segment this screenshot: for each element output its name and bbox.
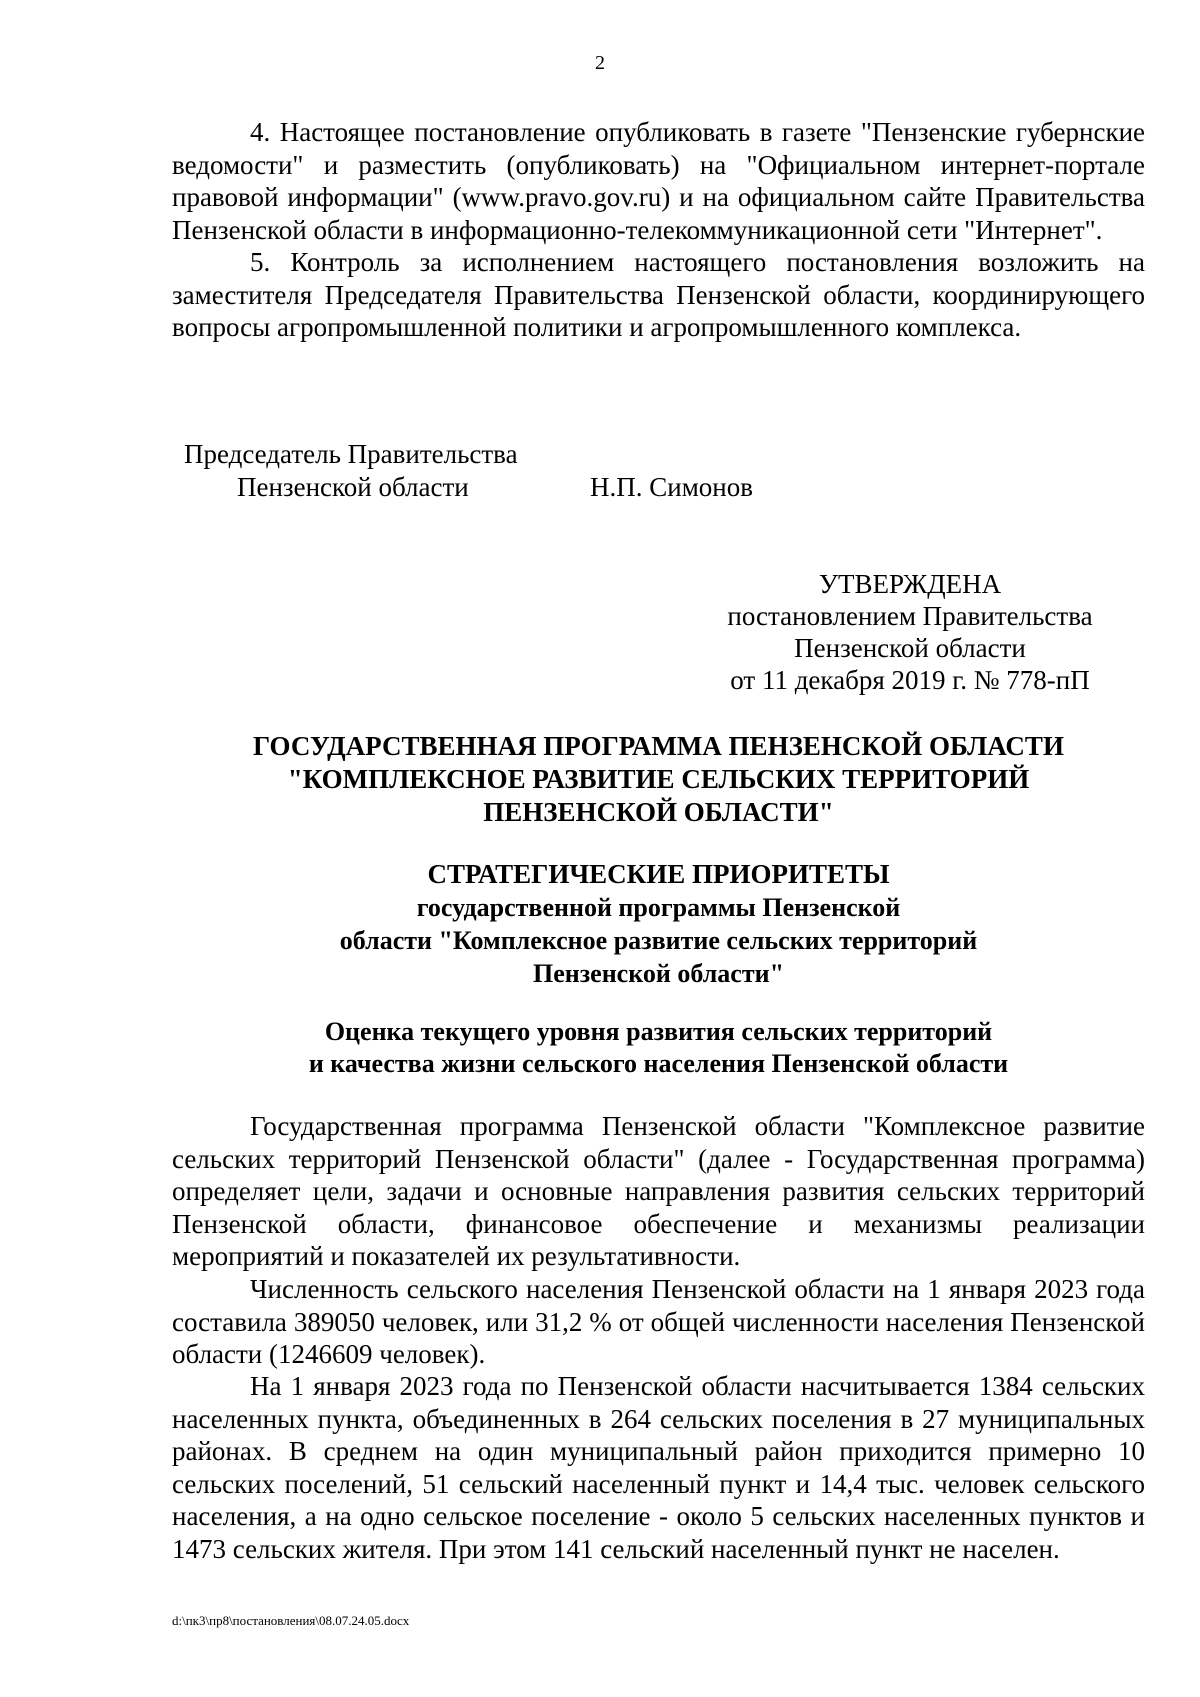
priorities-subtitle-line: Пензенской области" xyxy=(532,959,785,988)
program-title-line: ПЕНЗЕНСКОЙ ОБЛАСТИ" xyxy=(483,797,834,827)
assessment-heading-line: Оценка текущего уровня развития сельских территорий xyxy=(324,1017,993,1046)
approval-label: УТВЕРЖДЕНА xyxy=(818,569,1002,599)
approval-block xyxy=(700,568,1120,696)
assessment-heading-line: и качества жизни сельского населения Пензенской области xyxy=(308,1049,1009,1078)
paragraph-settlements: На 1 января 2023 года по Пензенской области насчитывается 1384 сельских населенных пункта, объединенных в 264 сельских поселения в 27 муниципальных районах. В среднем на один муниципальный район приходится примерно 10 сельских поселений, 51 сельский населенный пункт и 14,4 тыс. человек сельского населения, а на одно сельское поселение - около 5 сельских населенных пунктов и 1473 сельских жителя. При этом 141 сельский населенный пункт не населен. xyxy=(172,1371,1145,1564)
priorities-subtitle-line: области "Комплексное развитие сельских территорий xyxy=(339,926,978,955)
paragraph-control: 5. Контроль за исполнением настоящего постановления возложить на заместителя Председателя Правительства Пензенской области, координирующего вопросы агропромышленной политики и агропромышленного комплекса. xyxy=(172,247,1145,342)
signature-position: Председатель Правительства xyxy=(184,439,518,469)
priorities-heading xyxy=(172,858,1145,990)
approval-region: Пензенской области xyxy=(794,633,1026,663)
priorities-title: СТРАТЕГИЧЕСКИЕ ПРИОРИТЕТЫ xyxy=(427,859,890,889)
program-title xyxy=(172,730,1145,829)
assessment-heading xyxy=(172,1016,1145,1080)
page-number: 2 xyxy=(595,52,605,74)
program-title-line: "КОМПЛЕКСНОЕ РАЗВИТИЕ СЕЛЬСКИХ ТЕРРИТОРИЙ xyxy=(287,764,1030,794)
priorities-subtitle-line: государственной программы Пензенской xyxy=(416,893,901,922)
approval-issuer: постановлением Правительства xyxy=(727,601,1093,631)
footer-file-path: d:\пк3\пр8\постановления\08.07.24.05.docx xyxy=(172,1613,410,1628)
signature-name: Н.П. Симонов xyxy=(590,472,753,502)
paragraph-population: Численность сельского населения Пензенской области на 1 января 2023 года составила 389050 человек, или 31,2 % от общей численности населения Пензенской области (1246609 человек). xyxy=(172,1274,1145,1369)
paragraph-publication: 4. Настоящее постановление опубликовать в газете "Пензенские губернские ведомости" и разместить (опубликовать) на "Официальном интернет-портале правовой информации" (www.pravo.gov.ru) и на официальном сайте Правительства Пензенской области в информационно-телекоммуникационной сети "Интернет". xyxy=(172,117,1145,245)
approval-date-number: от 11 декабря 2019 г. № 778-пП xyxy=(730,665,1090,695)
program-title-line: ГОСУДАРСТВЕННАЯ ПРОГРАММА ПЕНЗЕНСКОЙ ОБЛАСТИ xyxy=(253,731,1064,761)
paragraph-program-overview: Государственная программа Пензенской области "Комплексное развитие сельских территорий Пензенской области" (далее - Государственная программа) определяет цели, задачи и основные направления развития сельских территорий Пензенской области, финансовое обеспечение и механизмы реализации мероприятий и показателей их результативности. xyxy=(172,1111,1145,1271)
signature-region: Пензенской области xyxy=(237,472,469,502)
